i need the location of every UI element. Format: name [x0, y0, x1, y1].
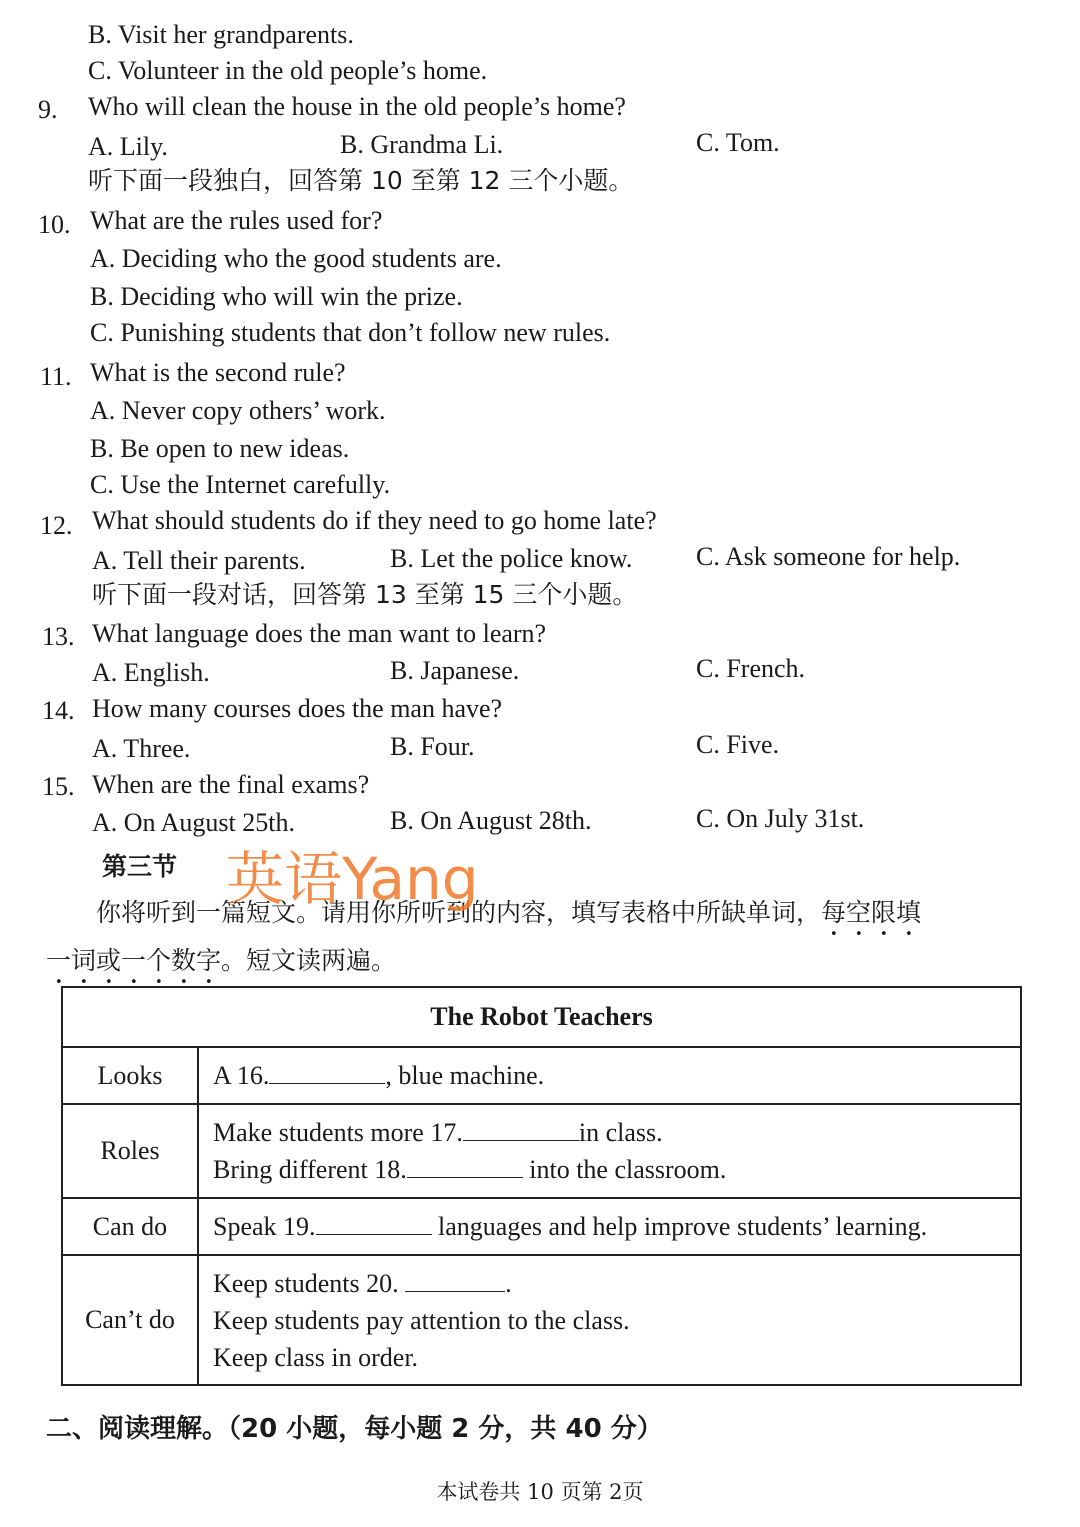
q12-text: What should students do if they need to go home late? [92, 506, 657, 535]
q10-option-b: B. Deciding who will win the prize. [90, 282, 463, 311]
instruction-10-12: 听下面一段独白，回答第 10 至第 12 三个小题。 [88, 166, 634, 195]
row-label-looks: Looks [62, 1047, 198, 1104]
q11-text: What is the second rule? [90, 358, 346, 387]
blank-18[interactable] [407, 1155, 523, 1178]
q12-number: 12. [40, 511, 73, 540]
section3-instruction-dotted-2: 一词或一个数字 [46, 946, 222, 975]
q15-option-c: C. On July 31st. [696, 804, 865, 833]
q11-option-c: C. Use the Internet carefully. [90, 470, 391, 499]
q14-option-c: C. Five. [696, 730, 780, 759]
row-label-roles: Roles [62, 1104, 198, 1198]
roles-line1-post: in class. [578, 1118, 663, 1147]
robot-teachers-table [61, 986, 1022, 1386]
q8-option-b: B. Visit her grandparents. [88, 20, 354, 49]
row-label-can-do: Can do [62, 1198, 198, 1255]
cando-text-post: languages and help improve students’ learning. [431, 1212, 928, 1241]
q13-text: What language does the man want to learn? [92, 619, 547, 648]
q13-option-a: A. English. [92, 658, 210, 687]
q10-number: 10. [38, 210, 71, 239]
instruction-13-15: 听下面一段对话，回答第 13 至第 15 三个小题。 [92, 580, 638, 609]
table-title: The Robot Teachers [62, 987, 1021, 1047]
row-content-looks [198, 1047, 1021, 1104]
looks-text-post: , blue machine. [385, 1061, 545, 1090]
row-content-roles [198, 1104, 1021, 1198]
q12-option-b: B. Let the police know. [390, 544, 633, 573]
q12-option-a: A. Tell their parents. [92, 546, 306, 575]
blank-16[interactable] [269, 1061, 385, 1084]
q12-option-c: C. Ask someone for help. [696, 542, 961, 571]
row-label-cant-do: Can’t do [62, 1255, 198, 1385]
part2-heading: 二、阅读理解。（20 小题，每小题 2 分，共 40 分） [46, 1414, 663, 1444]
section3-instruction-dotted-1: 每空限填 [821, 898, 922, 927]
q9-option-c: C. Tom. [696, 128, 780, 157]
section3-instruction-cont [46, 946, 396, 990]
cantdo-line2: Keep students pay attention to the class. [213, 1305, 630, 1335]
blank-17[interactable] [463, 1118, 579, 1141]
page-footer: 本试卷共 10 页第 2页 [436, 1480, 644, 1504]
q11-number: 11. [40, 362, 72, 391]
looks-text-pre: A 16. [213, 1061, 270, 1090]
q13-option-c: C. French. [696, 654, 806, 683]
q14-option-b: B. Four. [390, 732, 475, 761]
section3-instruction [96, 898, 921, 942]
q10-text: What are the rules used for? [90, 206, 383, 235]
roles-line2-post: into the classroom. [522, 1155, 727, 1184]
cando-text-pre: Speak 19. [213, 1212, 316, 1241]
q9-option-a: A. Lily. [88, 132, 168, 161]
q15-number: 15. [42, 772, 75, 801]
section3-instruction-main: 你将听到一篇短文。请用你所听到的内容，填写表格中所缺单词， [96, 898, 822, 927]
row-content-can-do [198, 1198, 1021, 1255]
q15-text: When are the final exams? [92, 770, 370, 799]
q15-option-a: A. On August 25th. [92, 808, 295, 837]
section3-title: 第三节 [102, 852, 178, 881]
q9-text: Who will clean the house in the old people’s home? [88, 92, 626, 121]
q15-option-b: B. On August 28th. [390, 806, 592, 835]
q11-option-a: A. Never copy others’ work. [90, 396, 386, 425]
blank-19[interactable] [316, 1212, 432, 1235]
q14-option-a: A. Three. [92, 734, 191, 763]
q10-option-a: A. Deciding who the good students are. [90, 244, 502, 273]
q9-option-b: B. Grandma Li. [340, 130, 504, 159]
q14-number: 14. [42, 696, 75, 725]
section3-instruction-end: 。短文读两遍。 [221, 946, 397, 975]
row-content-cant-do [198, 1255, 1021, 1385]
q8-option-c: C. Volunteer in the old people’s home. [88, 56, 488, 85]
q13-option-b: B. Japanese. [390, 656, 520, 685]
blank-20[interactable] [405, 1269, 505, 1292]
q9-number: 9. [38, 95, 58, 124]
q13-number: 13. [42, 622, 75, 651]
q14-text: How many courses does the man have? [92, 694, 503, 723]
watermark: 英语Yang [226, 845, 479, 913]
roles-line1-pre: Make students more 17. [213, 1118, 463, 1147]
cantdo-line1-post: . [505, 1268, 512, 1298]
cantdo-line1-pre: Keep students 20. [213, 1268, 406, 1298]
q10-option-c: C. Punishing students that don’t follow new rules. [90, 318, 611, 347]
q11-option-b: B. Be open to new ideas. [90, 434, 350, 463]
cantdo-line3: Keep class in order. [213, 1342, 419, 1372]
roles-line2-pre: Bring different 18. [213, 1155, 407, 1184]
